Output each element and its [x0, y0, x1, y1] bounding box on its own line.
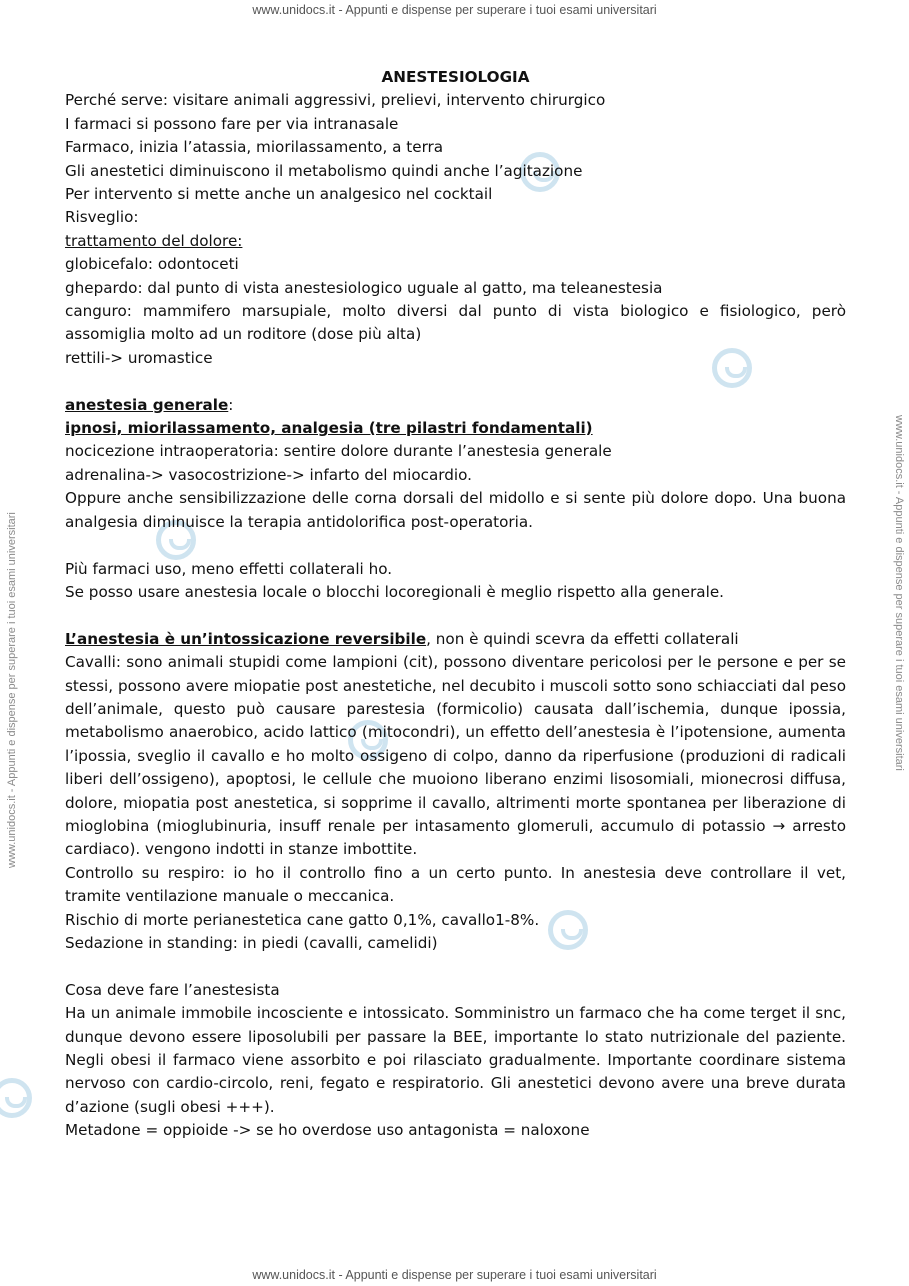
- pilastri-heading: ipnosi, miorilassamento, analgesia (tre pilastri fondamentali): [65, 419, 593, 438]
- text-line: Gli anestetici diminuiscono il metabolismo quindi anche l’agitazione: [65, 161, 583, 180]
- text-line: nocicezione intraoperatoria: sentire dolore durante l’anestesia generale: [65, 442, 612, 461]
- text-line: Farmaco, inizia l’atassia, miorilassamento, a terra: [65, 138, 444, 157]
- footer-banner: www.unidocs.it - Appunti e dispense per superare i tuoi esami universitari: [252, 1268, 657, 1282]
- text-line: Risveglio:: [65, 208, 139, 227]
- text-line: globicefalo: odontoceti: [65, 255, 239, 274]
- document-body: [65, 66, 846, 1143]
- text-line: adrenalina-> vasocostrizione-> infarto del miocardio.: [65, 465, 472, 484]
- paragraph-animale: Ha un animale immobile incosciente e intossicato. Somministro un farmaco che ha come terget il snc, dunque devono essere liposolubili per passare la BEE, importante lo stato nutrizionale del paziente. Negli obesi il farmaco viene assorbito e poi rilasciato gradualmente. Importante coordinare sistema nervoso con cardio-circolo, reni, fegato e respiratorio. Gli anestetici devono avere una breve durata d’azione (sugli obesi +++).: [65, 1004, 846, 1116]
- text-line: Se posso usare anestesia locale o blocchi locoregionali è meglio rispetto alla generale.: [65, 582, 725, 601]
- text-line: Per intervento si mette anche un analgesico nel cocktail: [65, 185, 493, 204]
- text-line: Più farmaci uso, meno effetti collaterali ho.: [65, 559, 393, 578]
- intossicazione-heading: L’anestesia è un’intossicazione reversibile: [65, 629, 427, 648]
- text-line: rettili-> uromastice: [65, 348, 213, 367]
- intossicazione-rest: , non è quindi scevra da effetti collaterali: [426, 629, 739, 648]
- text-line: I farmaci si possono fare per via intranasale: [65, 114, 399, 133]
- watermark-logo-icon: [0, 1078, 32, 1118]
- heading-colon: :: [228, 395, 234, 414]
- text-line: Sedazione in standing: in piedi (cavalli, camelidi): [65, 933, 438, 952]
- text-line: Rischio di morte perianestetica cane gatto 0,1%, cavallo1-8%.: [65, 910, 540, 929]
- header-banner: www.unidocs.it - Appunti e dispense per superare i tuoi esami universitari: [252, 3, 657, 17]
- paragraph-cavalli: Cavalli: sono animali stupidi come lampioni (cit), possono diventare pericolosi per le persone e per se stessi, possono avere miopatie post anestetiche, nel decubito i muscoli sotto sono schiacciati dal peso dell’animale, questo può causare parestesia (formicolio) causata dall’ischemia, dunque ipossia, metabolismo anaerobico, acido lattico (mitocondri), un effetto dell’anestesia è l’ipotensione, aumenta l’ipossia, sveglio il cavallo e ho molto ossigeno di colpo, danno da riperfusione (produzioni di radicali liberi dell’ossigeno), apoptosi, le cellule che muoiono liberano enzimi lisosomiali, mionecrosi diffusa, dolore, miopatia post anestetica, si sopprime il cavallo, altrimenti morte spontanea per liberazione di mioglobina (mioglubinuria, insuff renale per intasamento glomeruli, accumulo di potassio → arresto cardiaco). vengono indotti in stanze imbottite.: [65, 653, 846, 859]
- paragraph-canguro: canguro: mammifero marsupiale, molto diversi dal punto di vista biologico e fisiologico, però assomiglia molto ad un roditore (dose più alta): [65, 302, 846, 344]
- side-watermark-left: www.unidocs.it - Appunti e dispense per superare i tuoi esami universitari: [6, 512, 18, 868]
- text-line: Perché serve: visitare animali aggressivi, prelievi, intervento chirurgico: [65, 91, 606, 110]
- side-watermark-right: www.unidocs.it - Appunti e dispense per superare i tuoi esami universitari: [893, 415, 905, 771]
- section-heading-dolore: trattamento del dolore:: [65, 231, 243, 250]
- section-heading-anestesista: Cosa deve fare l’anestesista: [65, 980, 280, 999]
- section-heading-generale: anestesia generale: [65, 395, 229, 414]
- document-title: ANESTESIOLOGIA: [381, 68, 530, 86]
- paragraph-oppure: Oppure anche sensibilizzazione delle corna dorsali del midollo e si sente più dolore dopo. Una buona analgesia diminuisce la terapia antidolorifica post-operatoria.: [65, 489, 846, 531]
- text-line: Metadone = oppioide -> se ho overdose uso antagonista = naloxone: [65, 1121, 590, 1140]
- text-line: ghepardo: dal punto di vista anestesiologico uguale al gatto, ma teleanestesia: [65, 278, 663, 297]
- paragraph-respiro: Controllo su respiro: io ho il controllo fino a un certo punto. In anestesia deve controllare il vet, tramite ventilazione manuale o meccanica.: [65, 863, 846, 906]
